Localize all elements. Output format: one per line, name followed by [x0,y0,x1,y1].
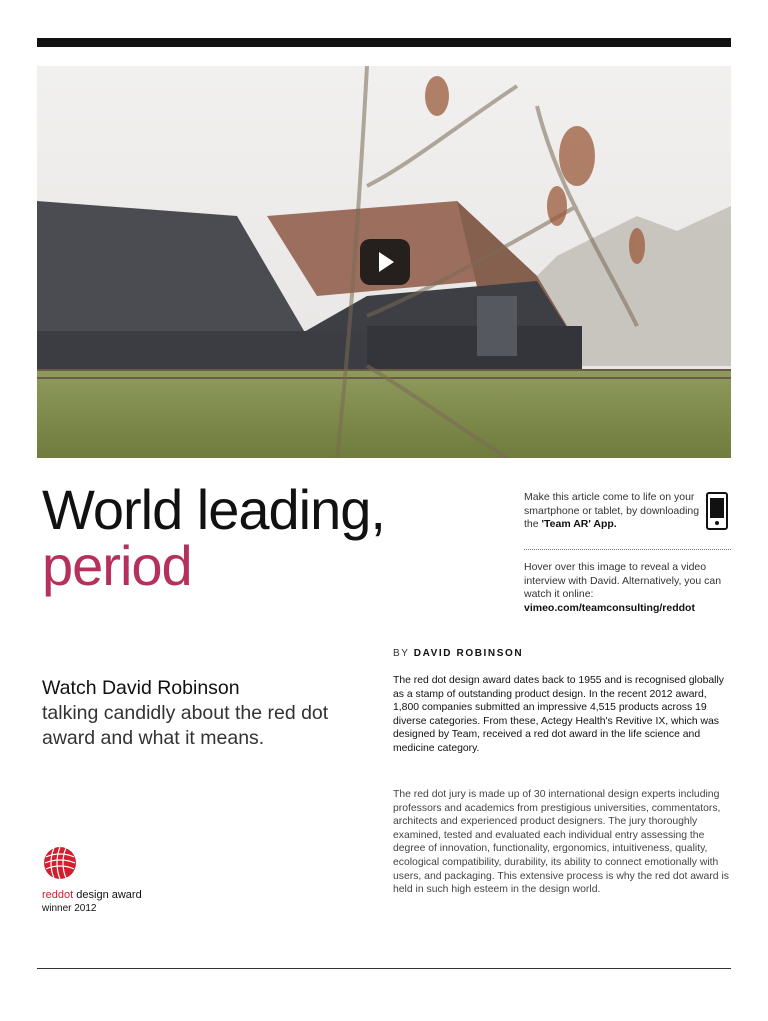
video-promo [524,561,729,615]
body-paragraph-1: The red dot design award dates back to 1955 and is recognised globally as a stamp of outstanding product design. In the recent 2012 award, 1,800 companies submitted an impressive 4,515 products across 19 diverse categories. From these, Actegy Health's Revitive IX, which was designed by Team, received a red dot award in the life science and medicine category. [393,675,724,754]
headline-line-2: period [42,534,192,597]
bottom-rule [37,968,731,969]
red-dot-award-logo-icon [42,845,78,881]
top-bar [37,38,731,47]
video-promo-text: Hover over this image to reveal a video interview with David. Alternatively, you can watch it online: [524,561,722,600]
award-design-award: design award [76,889,142,901]
award-title [42,889,142,901]
headline [42,478,385,597]
smartphone-icon [706,492,728,530]
pull-quote-rest: talking candidly about the red dot award and what it means. [42,702,329,749]
body-paragraph-2: The red dot jury is made up of 30 international design experts including professors and academics from prestigious universities, commentators, architects and experienced product designers. The jury thoroughly examined, tested and evaluated each individual entry assessing the degree of innovation, functionality, ergonomics, intuitiveness, quality, ecological compatibility, durability, its ability to connect emotionally with users, and packaging. This extensive process is why the red dot award is held in such high esteem in the design world. [393,789,729,896]
ar-app-name: 'Team AR' App. [541,518,617,530]
award-winner-year: winner 2012 [42,903,97,914]
pull-quote-lead: Watch David Robinson [42,677,240,699]
award-reddot: reddot [42,889,74,901]
play-video-button[interactable] [360,239,410,285]
ar-promo-text: Make this article come to life on your smartphone or tablet, by downloading the [524,491,700,530]
promo-divider [524,549,731,550]
hero-video-image[interactable] [37,66,731,458]
ar-app-promo [524,491,704,532]
byline [393,648,523,659]
byline-prefix: BY [393,648,410,659]
pull-quote [42,676,372,751]
play-icon [379,252,394,272]
vimeo-link[interactable]: vimeo.com/teamconsulting/reddot [524,601,695,614]
byline-author: DAVID ROBINSON [413,648,524,659]
headline-line-1: World leading, [42,478,385,541]
